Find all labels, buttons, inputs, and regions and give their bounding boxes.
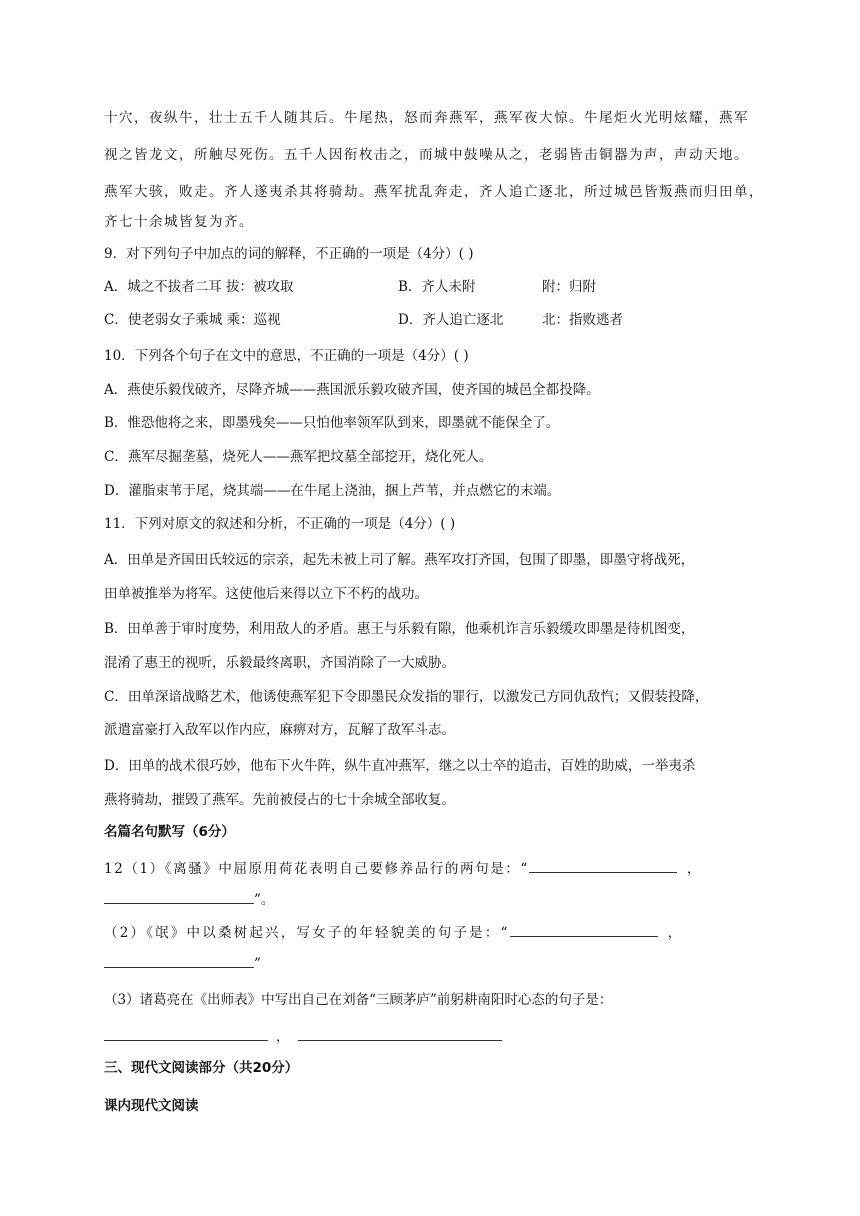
answer-blank-3b[interactable]	[298, 1026, 502, 1041]
q12-part1-end: ”。	[254, 892, 275, 908]
q11-line-7: D．田单的战术很巧妙，他布下火牛阵，纵牛直冲燕军，继之以士卒的追击，百姓的助威，一举夷杀	[104, 758, 696, 774]
passage-line-1: 十穴，夜纵牛，壮士五千人随其后。牛尾热，怒而奔燕军，燕军夜大惊。牛尾炬火光明炫耀，燕军	[104, 110, 749, 126]
q12-part2-comma: ，	[667, 925, 684, 941]
q12-part2-prompt: （2）《氓》中以桑树起兴，写女子的年轻貌美的句子是：“	[104, 925, 510, 941]
answer-blank-1b[interactable]	[104, 889, 254, 904]
q12-part2-end: ”	[254, 956, 261, 972]
q12-part2-cont	[104, 953, 764, 974]
section-heading-in-class: 课内现代文阅读	[104, 1098, 199, 1114]
q12-part3-prompt: （3）诸葛亮在《出师表》中写出自己在刘备“三顾茅庐”前躬耕南阳时心态的句子是：	[104, 992, 613, 1008]
q12-part2	[104, 922, 764, 943]
q12-part1-cont	[104, 889, 764, 910]
passage-line-4: 齐七十余城皆复为齐。	[104, 214, 254, 230]
q11-line-5: C．田单深谙战略艺术，他诱使燕军犯下令即墨民众发指的罪行，以激发己方同仇敌忾；又假装投降，	[104, 689, 709, 705]
q11-line-1: A．田单是齐国田氏较远的宗亲，起先未被上司了解。燕军攻打齐国，包围了即墨，即墨守将战死，	[104, 552, 695, 568]
q12-part3-comma: ，	[276, 1029, 290, 1045]
q9-option-b-gloss: 附：归附	[542, 279, 596, 295]
answer-blank-3a[interactable]	[104, 1026, 268, 1041]
q11-line-8: 燕将骑劫，摧毁了燕军。先前被侵占的七十余城全部收复。	[104, 792, 455, 808]
q11-stem: 11．下列对原文的叙述和分析，不正确的一项是（4分）( )	[104, 516, 456, 532]
q12-part1-comma: ，	[686, 861, 703, 877]
q9-stem: 9．对下列句子中加点的词的解释，不正确的一项是（4分）( )	[104, 246, 474, 262]
answer-blank-1a[interactable]	[529, 858, 677, 873]
q12-part3-answers	[104, 1026, 764, 1047]
passage-line-3: 燕军大骇，败走。齐人遂夷杀其将骑劫。燕军扰乱奔走，齐人追亡逐北，所过城邑皆叛燕而归田单，	[104, 184, 764, 200]
q9-option-b: B．齐人未附	[398, 279, 476, 295]
q12-part1-prompt: 12（1）《离骚》中屈原用荷花表明自己要修养品行的两句是：“	[104, 861, 529, 877]
q10-stem: 10．下列各个句子在文中的意思，不正确的一项是（4分）( )	[104, 348, 469, 364]
q10-option-c: C．燕军尽掘垄墓，烧死人——燕军把坟墓全部挖开，烧化死人。	[104, 449, 493, 465]
q11-line-2: 田单被推举为将军。这使他后来得以立下不朽的战功。	[104, 586, 428, 602]
section-heading-recite: 名篇名句默写（6分）	[104, 824, 235, 840]
q9-option-d-gloss: 北：指败逃者	[542, 312, 623, 328]
q10-option-a: A．燕使乐毅伐破齐，尽降齐城——燕国派乐毅攻破齐国，使齐国的城邑全都投降。	[104, 382, 600, 398]
section-heading-modern: 三、现代文阅读部分（共20分）	[104, 1060, 299, 1076]
q12-part1	[104, 858, 764, 879]
q9-option-a: A．城之不拔者二耳 拔：被攻取	[104, 279, 294, 295]
passage-line-2: 视之皆龙文，所触尽死伤。五千人因衔枚击之，而城中鼓噪从之，老弱皆击铜器为声，声动天地。	[104, 147, 749, 163]
answer-blank-2b[interactable]	[104, 953, 254, 968]
q9-option-d: D．齐人追亡逐北	[398, 312, 504, 328]
q10-option-d: D．灌脂束苇于尾，烧其端——在牛尾上浇油，捆上芦苇，并点燃它的末端。	[104, 483, 561, 499]
q9-option-c: C．使老弱女子乘城 乘：巡视	[104, 312, 281, 328]
q11-line-4: 混淆了惠王的视听，乐毅最终离职，齐国消除了一大威胁。	[104, 655, 455, 671]
q11-line-3: B．田单善于审时度势，利用敌人的矛盾。惠王与乐毅有隙，他乘机诈言乐毅缓攻即墨是待机图变，	[104, 621, 695, 637]
q11-line-6: 派遣富豪打入敌军以作内应，麻痹对方，瓦解了敌军斗志。	[104, 722, 455, 738]
answer-blank-2a[interactable]	[510, 922, 658, 937]
q10-option-b: B．惟恐他将之来，即墨残矣——只怕他率领军队到来，即墨就不能保全了。	[104, 415, 560, 431]
